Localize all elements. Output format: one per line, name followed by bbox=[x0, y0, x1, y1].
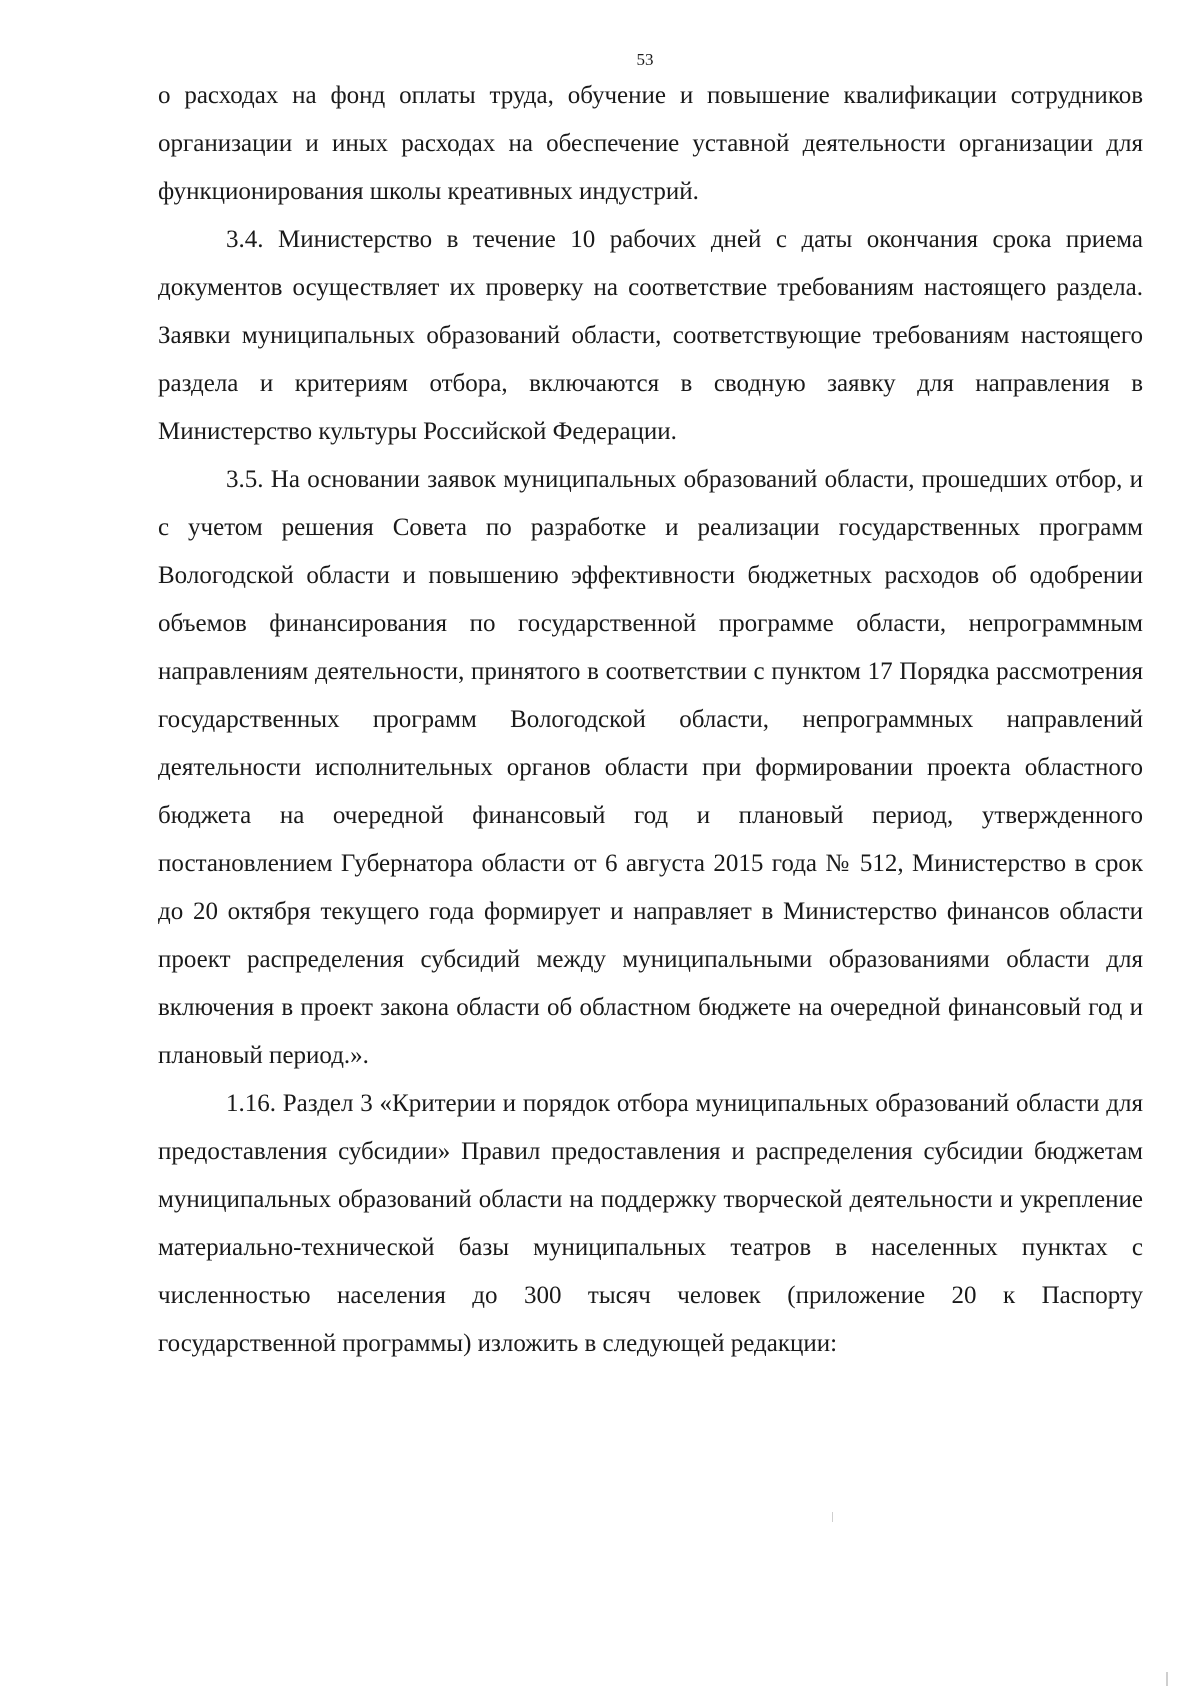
document-body bbox=[158, 72, 1143, 1368]
paragraph-3-4: 3.4. Министерство в течение 10 рабочих дней с даты окончания срока приема документов осуществляет их проверку на соответствие требованиям настоящего раздела. Заявки муниципальных образований области, соответствующие требованиям настоящего раздела и критериям отбора, включаются в сводную заявку для направления в Министерство культуры Российской Федерации. bbox=[158, 226, 1143, 445]
paragraph-1-16: 1.16. Раздел 3 «Критерии и порядок отбора муниципальных образований области для предоставления субсидии» Правил предоставления и распределения субсидии бюджетам муниципальных образований области на поддержку творческой деятельности и укрепление материально-технической базы муниципальных театров в населенных пунктах с численностью населения до 300 тысяч человек (приложение 20 к Паспорту государственной программы) изложить в следующей редакции: bbox=[158, 1090, 1143, 1357]
paragraph-3-5: 3.5. На основании заявок муниципальных образований области, прошедших отбор, и с учетом решения Совета по разработке и реализации государственных программ Вологодской области и повышению эффективности бюджетных расходов об одобрении объемов финансирования по государственной программе области, непрограммным направлениям деятельности, принятого в соответствии с пунктом 17 Порядка рассмотрения государственных программ Вологодской области, непрограммных направлений деятельности исполнительных органов области при формировании проекта областного бюджета на очередной финансовый год и плановый период, утвержденного постановлением Губернатора области от 6 августа 2015 года № 512, Министерство в срок до 20 октября текущего года формирует и направляет в Министерство финансов области проект распределения субсидий между муниципальными образованиями области для включения в проект закона области об областном бюджете на очередной финансовый год и плановый период.». bbox=[158, 466, 1143, 1069]
scan-speck bbox=[1166, 1672, 1168, 1686]
scan-speck bbox=[832, 1512, 833, 1522]
page-number: 53 bbox=[636, 50, 654, 69]
paragraph-continuation: о расходах на фонд оплаты труда, обучение и повышение квалификации сотрудников организации и иных расходах на обеспечение уставной деятельности организации для функционирования школы креативных индустрий. bbox=[158, 82, 1143, 205]
